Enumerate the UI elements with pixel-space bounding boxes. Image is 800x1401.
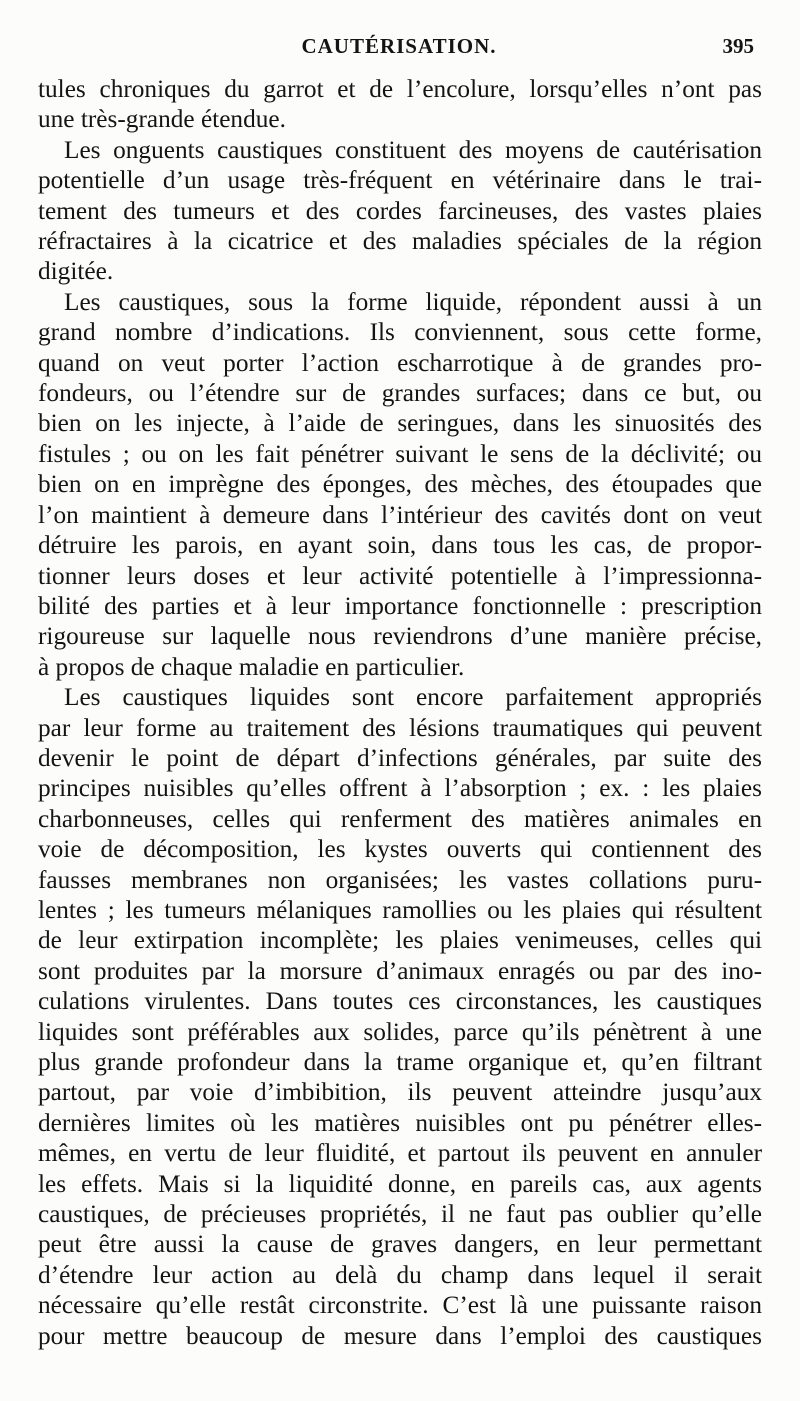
text-line: peut être aussi la cause de graves dangers, en leur permettant [38, 1230, 762, 1259]
text-line: tionner leurs doses et leur activité potentielle à l’impressionna- [38, 561, 762, 590]
text-line: l’on maintient à demeure dans l’intérieur des cavités dont on veut [38, 500, 762, 529]
text-line: liquides sont préférables aux solides, parce qu’ils pénètrent à une [38, 1017, 762, 1046]
paragraph [38, 682, 762, 1351]
text-line: bien on les injecte, à l’aide de seringues, dans les sinuosités des [38, 409, 762, 438]
text-line: partout, par voie d’imbibition, ils peuvent atteindre jusqu’aux [38, 1078, 762, 1107]
text-line: digitée. [38, 257, 114, 286]
text-line: bien on en imprègne des éponges, des mèches, des étoupades que [38, 470, 762, 499]
text-line: fistules ; ou on les fait pénétrer suivant le sens de la déclivité; ou [38, 439, 762, 468]
text-line: plus grande profondeur dans la trame organique et, qu’en filtrant [38, 1048, 762, 1076]
text-line: culations virulentes. Dans toutes ces circonstances, les caustiques [38, 987, 762, 1016]
text-line: par leur forme au traitement des lésions traumatiques qui peuvent [38, 713, 762, 742]
text-line: tement des tumeurs et des cordes farcineuses, des vastes plaies [38, 196, 762, 225]
text-line: principes nuisibles qu’elles offrent à l’absorption ; ex. : les plaies [38, 774, 762, 803]
text-line: lentes ; les tumeurs mélaniques ramollies ou les plaies qui résultent [38, 895, 762, 924]
text-line: réfractaires à la cicatrice et des maladies spéciales de la région [38, 227, 762, 256]
text-line: mêmes, en vertu de leur fluidité, et partout ils peuvent en annuler [38, 1139, 762, 1168]
text-line: dernières limites où les matières nuisibles ont pu pénétrer elles- [38, 1108, 762, 1137]
text-line: quand on veut porter l’action escharrotique à de grandes pro- [38, 348, 762, 377]
paragraph [38, 287, 762, 682]
text-line: Les caustiques liquides sont encore parfaitement appropriés [64, 683, 762, 712]
paragraph [38, 135, 762, 287]
text-line: devenir le point de départ d’infections générales, par suite des [38, 743, 762, 772]
text-line: rigoureuse sur laquelle nous reviendrons d’une manière précise, [38, 622, 762, 651]
text-line: à propos de chaque maladie en particulier. [38, 652, 465, 681]
text-line: voie de décomposition, les kystes ouverts qui contiennent des [38, 835, 762, 864]
paragraph [38, 74, 762, 135]
page-number: 395 [722, 34, 754, 58]
page-header [38, 30, 760, 64]
running-title: CAUTÉRISATION. [301, 34, 497, 58]
text-line: nécessaire qu’elle restât circonstrite. C’est là une puissante raison [38, 1291, 762, 1320]
text-line: charbonneuses, celles qui renferment des matières animales en [38, 804, 762, 833]
text-line: d’étendre leur action au delà du champ dans lequel il serait [38, 1260, 762, 1289]
text-line: sont produites par la morsure d’animaux enragés ou par des ino- [38, 956, 762, 985]
text-line: fausses membranes non organisées; les vastes collations puru- [38, 865, 762, 894]
body-text [38, 74, 762, 1351]
text-line: fondeurs, ou l’étendre sur de grandes surfaces; dans ce but, ou [38, 379, 762, 408]
text-line: une très-grande étendue. [38, 105, 286, 134]
text-line: les effets. Mais si la liquidité donne, en pareils cas, aux agents [38, 1169, 762, 1198]
text-line: pour mettre beaucoup de mesure dans l’emploi des caustiques [38, 1321, 762, 1350]
text-line: potentielle d’un usage très-fréquent en vétérinaire dans le trai- [38, 166, 762, 195]
text-line: de leur extirpation incomplète; les plaies venimeuses, celles qui [38, 926, 762, 955]
text-line: Les onguents caustiques constituent des moyens de cautérisation [64, 135, 762, 164]
text-line: bilité des parties et à leur importance fonctionnelle : prescription [38, 591, 762, 620]
text-line: détruire les parois, en ayant soin, dans tous les cas, de propor- [38, 531, 762, 560]
text-line: Les caustiques, sous la forme liquide, répondent aussi à un [64, 287, 762, 316]
text-line: grand nombre d’indications. Ils conviennent, sous cette forme, [38, 318, 762, 347]
text-line: caustiques, de précieuses propriétés, il ne faut pas oublier qu’elle [38, 1200, 762, 1229]
text-line: tules chroniques du garrot et de l’encolure, lorsqu’elles n’ont pas [38, 75, 762, 103]
